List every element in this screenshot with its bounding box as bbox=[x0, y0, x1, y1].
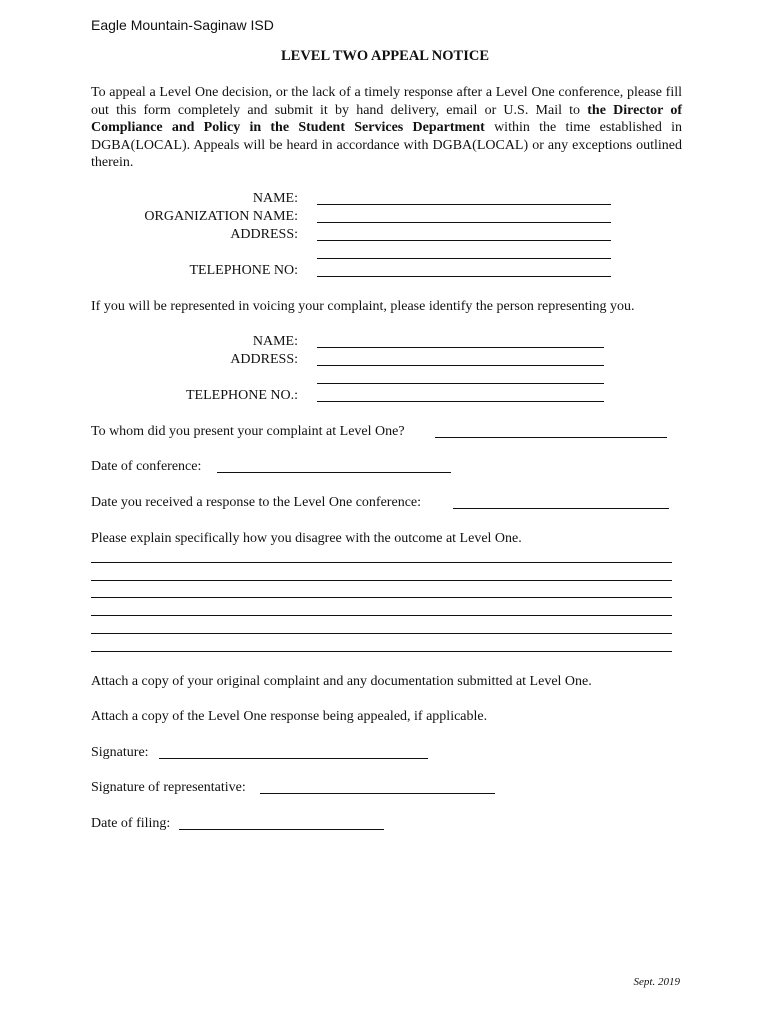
rep-signature-label: Signature of representative: bbox=[91, 780, 246, 795]
explain-line-5[interactable] bbox=[91, 633, 672, 634]
explain-line-3[interactable] bbox=[91, 597, 672, 598]
complainant-name-label: NAME: bbox=[252, 191, 298, 206]
complainant-address-label: ADDRESS: bbox=[230, 227, 298, 242]
intro-text-1: To appeal a Level One decision, or the lack of a timely response after a Level One conference, please fill out this form completely and submit it by hand delivery, email or U.S. Mail to bbox=[91, 85, 682, 118]
intro-text-bold: the Director of Compliance and Policy in the Student Services Department bbox=[91, 102, 682, 135]
explain-line-6[interactable] bbox=[91, 651, 672, 652]
response-date-label: Date you received a response to the Level One conference: bbox=[91, 495, 422, 510]
footer-date: Sept. 2019 bbox=[633, 976, 680, 988]
intro-text-2: within the time established in DGBA(LOCAL). Appeals will be heard in accordance with DGBA(LOCAL) or any exceptions outlined therein. bbox=[91, 120, 682, 170]
rep-name-label: NAME: bbox=[252, 334, 298, 349]
rep-signature-field[interactable] bbox=[260, 793, 495, 794]
filing-date-field[interactable] bbox=[179, 829, 384, 830]
document-title: LEVEL TWO APPEAL NOTICE bbox=[280, 48, 490, 64]
rep-address-field-1[interactable] bbox=[317, 365, 604, 366]
explain-line-2[interactable] bbox=[91, 580, 672, 581]
rep-address-label: ADDRESS: bbox=[230, 352, 298, 367]
filing-date-label: Date of filing: bbox=[91, 816, 171, 831]
response-date-field[interactable] bbox=[453, 508, 669, 509]
complainant-address-field-2[interactable] bbox=[317, 258, 611, 259]
complainant-phone-field[interactable] bbox=[317, 276, 611, 277]
signature-label: Signature: bbox=[91, 745, 149, 760]
attach-response-note: Attach a copy of the Level One response being appealed, if applicable. bbox=[91, 709, 488, 724]
rep-address-field-2[interactable] bbox=[317, 383, 604, 384]
conference-date-field[interactable] bbox=[217, 472, 451, 473]
rep-phone-field[interactable] bbox=[317, 401, 604, 402]
intro-paragraph bbox=[91, 84, 682, 172]
complainant-name-field[interactable] bbox=[317, 204, 611, 205]
conference-date-label: Date of conference: bbox=[91, 459, 202, 474]
district-name: Eagle Mountain-Saginaw ISD bbox=[91, 17, 274, 33]
complainant-phone-label: TELEPHONE NO: bbox=[189, 263, 298, 278]
rep-phone-label: TELEPHONE NO.: bbox=[186, 388, 298, 403]
representative-prompt: If you will be represented in voicing your complaint, please identify the person representing you. bbox=[91, 299, 635, 314]
explain-line-4[interactable] bbox=[91, 615, 672, 616]
rep-name-field[interactable] bbox=[317, 347, 604, 348]
signature-field[interactable] bbox=[159, 758, 428, 759]
complainant-address-field-1[interactable] bbox=[317, 240, 611, 241]
complainant-org-field[interactable] bbox=[317, 222, 611, 223]
explain-line-1[interactable] bbox=[91, 562, 672, 563]
complainant-org-label: ORGANIZATION NAME: bbox=[144, 209, 298, 224]
presented-to-field[interactable] bbox=[435, 437, 667, 438]
presented-to-label: To whom did you present your complaint at Level One? bbox=[91, 424, 405, 439]
explain-label: Please explain specifically how you disagree with the outcome at Level One. bbox=[91, 531, 522, 546]
attach-original-note: Attach a copy of your original complaint and any documentation submitted at Level One. bbox=[91, 674, 592, 689]
